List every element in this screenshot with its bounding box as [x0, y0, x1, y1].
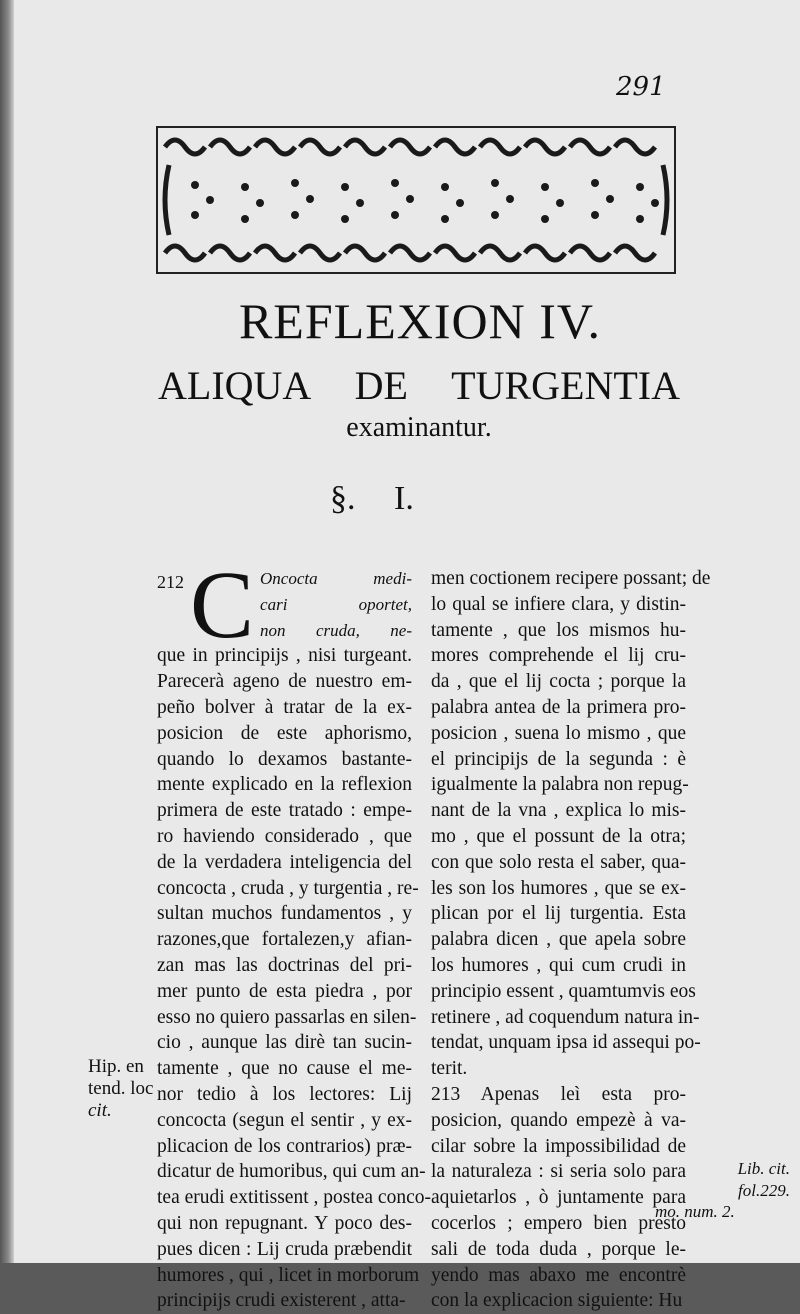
section-mark: §. I.: [330, 480, 414, 517]
page-number: 291: [616, 72, 666, 102]
text-line: concocta (segun el sentir , y ex-: [157, 1109, 412, 1131]
text-line: posicion, quando empezè à va-: [431, 1109, 686, 1131]
chapter-subtitle-line2: examinantur.: [346, 412, 492, 443]
text-line: con que solo resta el saber, qua-: [431, 851, 686, 873]
text-line: peño bolver à tratar de la ex-: [157, 696, 412, 718]
text-line: les son los humores , que se ex-: [431, 877, 686, 899]
text-line: esso no quiero passarlas en silen-: [157, 1006, 417, 1028]
text-line: men coctionem recipere possant; de: [431, 568, 711, 589]
subtitle-word: ALIQUA: [158, 363, 312, 408]
text-line: palabra antea de la primera pro-: [431, 696, 686, 718]
text-line: posicion de este aphorismo,: [157, 722, 412, 744]
text-line: 213 Apenas leì esta pro-: [431, 1083, 686, 1105]
text-line: nor tedio à los lectores: Lij: [157, 1083, 412, 1105]
text-line: da , que el lij cocta ; porque la: [431, 671, 686, 693]
text-line: plicacion de los contrarios) præ-: [157, 1135, 412, 1157]
text-line: tea erudi extitissent , postea conco-: [157, 1187, 431, 1209]
text-line: lo qual se infiere clara, y distin-: [431, 593, 686, 615]
text-line: nant de la vna , explica lo mis-: [431, 800, 686, 822]
margin-line: cit.: [88, 1100, 112, 1121]
chapter-title: REFLEXION IV.: [238, 293, 602, 349]
text-line: de la verdadera inteligencia del: [157, 851, 412, 873]
paragraph-number: 212: [157, 572, 184, 592]
text-line: Parecerà ageno de nuestro em-: [157, 671, 412, 693]
text-line: mo , que el possunt de la otra;: [431, 825, 686, 847]
text-line: non cruda, ne-: [260, 620, 412, 640]
text-line: primera de este tratado : empe-: [157, 800, 412, 822]
catchword-line: mo. num. 2.: [655, 1202, 735, 1221]
text-line: aquietarlos , ò juntamente para: [431, 1187, 686, 1209]
text-line: pues dicen : Lij cruda præbendit: [157, 1238, 412, 1260]
text-line: retinere , ad coquendum natura in-: [431, 1006, 700, 1028]
text-line: posicion , suena lo mismo , que: [431, 722, 686, 744]
text-line: principijs crudi existerent , atta-: [157, 1290, 406, 1312]
text-line: tamente , que no cause el me-: [157, 1058, 412, 1080]
text-line: quando lo dexamos bastante-: [157, 748, 412, 770]
text-column-left: [157, 551, 431, 1314]
text-line: sultan muchos fundamentos , y: [157, 903, 412, 925]
book-binding: [0, 0, 14, 1263]
text-line: ro haviendo considerado , que: [157, 825, 412, 847]
text-line: Oncocta medi-: [260, 569, 412, 588]
text-line: mores comprehende el lij cru-: [431, 645, 686, 667]
text-line: cio , aunque las dirè tan sucin-: [157, 1032, 412, 1054]
subtitle-word: DE: [354, 363, 408, 408]
text-line: qui non repugnant. Y poco des-: [157, 1212, 412, 1234]
margin-line: Hip. en: [88, 1056, 144, 1077]
text-line: plican por el lij turgentia. Esta: [431, 903, 686, 925]
text-line: concocta , cruda , y turgentia , re-: [157, 877, 419, 899]
text-line: humores , qui , licet in morborum: [157, 1264, 420, 1286]
text-line: terit.: [431, 1058, 468, 1080]
margin-line: fol.229.: [738, 1181, 790, 1200]
text-line: los humores , qui cum crudi in: [431, 954, 686, 976]
text-line: tendat, unquam ipsa id assequi po-: [431, 1032, 701, 1054]
text-line: igualmente la palabra non repug-: [431, 774, 689, 796]
margin-line: Lib. cit.: [737, 1159, 790, 1178]
chapter-subtitle: [158, 362, 680, 409]
text-line: cocerlos ; empero bien presto: [431, 1212, 686, 1234]
text-line: cari oportet,: [260, 594, 412, 614]
margin-line: tend. loc: [88, 1078, 154, 1099]
drop-cap: C: [190, 551, 255, 658]
text-line: sali de toda duda , porque le-: [431, 1238, 686, 1260]
text-line: cilar sobre la impossibilidad de: [431, 1135, 686, 1157]
text-line: la naturaleza : si seria solo para: [431, 1161, 686, 1183]
margin-note-right: [690, 1158, 790, 1202]
text-line: zan mas las doctrinas del pri-: [157, 954, 412, 976]
margin-note-left: [88, 1056, 158, 1122]
text-line: yendo mas abaxo me encontrè: [431, 1264, 686, 1286]
subtitle-word: TURGENTIA: [451, 363, 680, 408]
ornamental-headpiece: [155, 125, 677, 275]
text-line: que in principijs , nisi turgeant.: [157, 645, 412, 667]
text-line: con la explicacion siguiente: Hu: [431, 1290, 683, 1312]
text-line: mente explicado en la reflexion: [157, 774, 412, 796]
text-line: el principijs de la segunda : è: [431, 748, 686, 770]
text-line: mer punto de esta piedra , por: [157, 980, 412, 1002]
text-line: palabra dicen , que apela sobre: [431, 929, 686, 951]
text-line: dicatur de humoribus, qui cum an-: [157, 1161, 426, 1183]
text-line: principio essent , quamtumvis eos: [431, 980, 696, 1002]
text-line: tamente , que los mismos hu-: [431, 619, 686, 641]
text-line: razones,que fortalezen,y afian-: [157, 929, 412, 951]
